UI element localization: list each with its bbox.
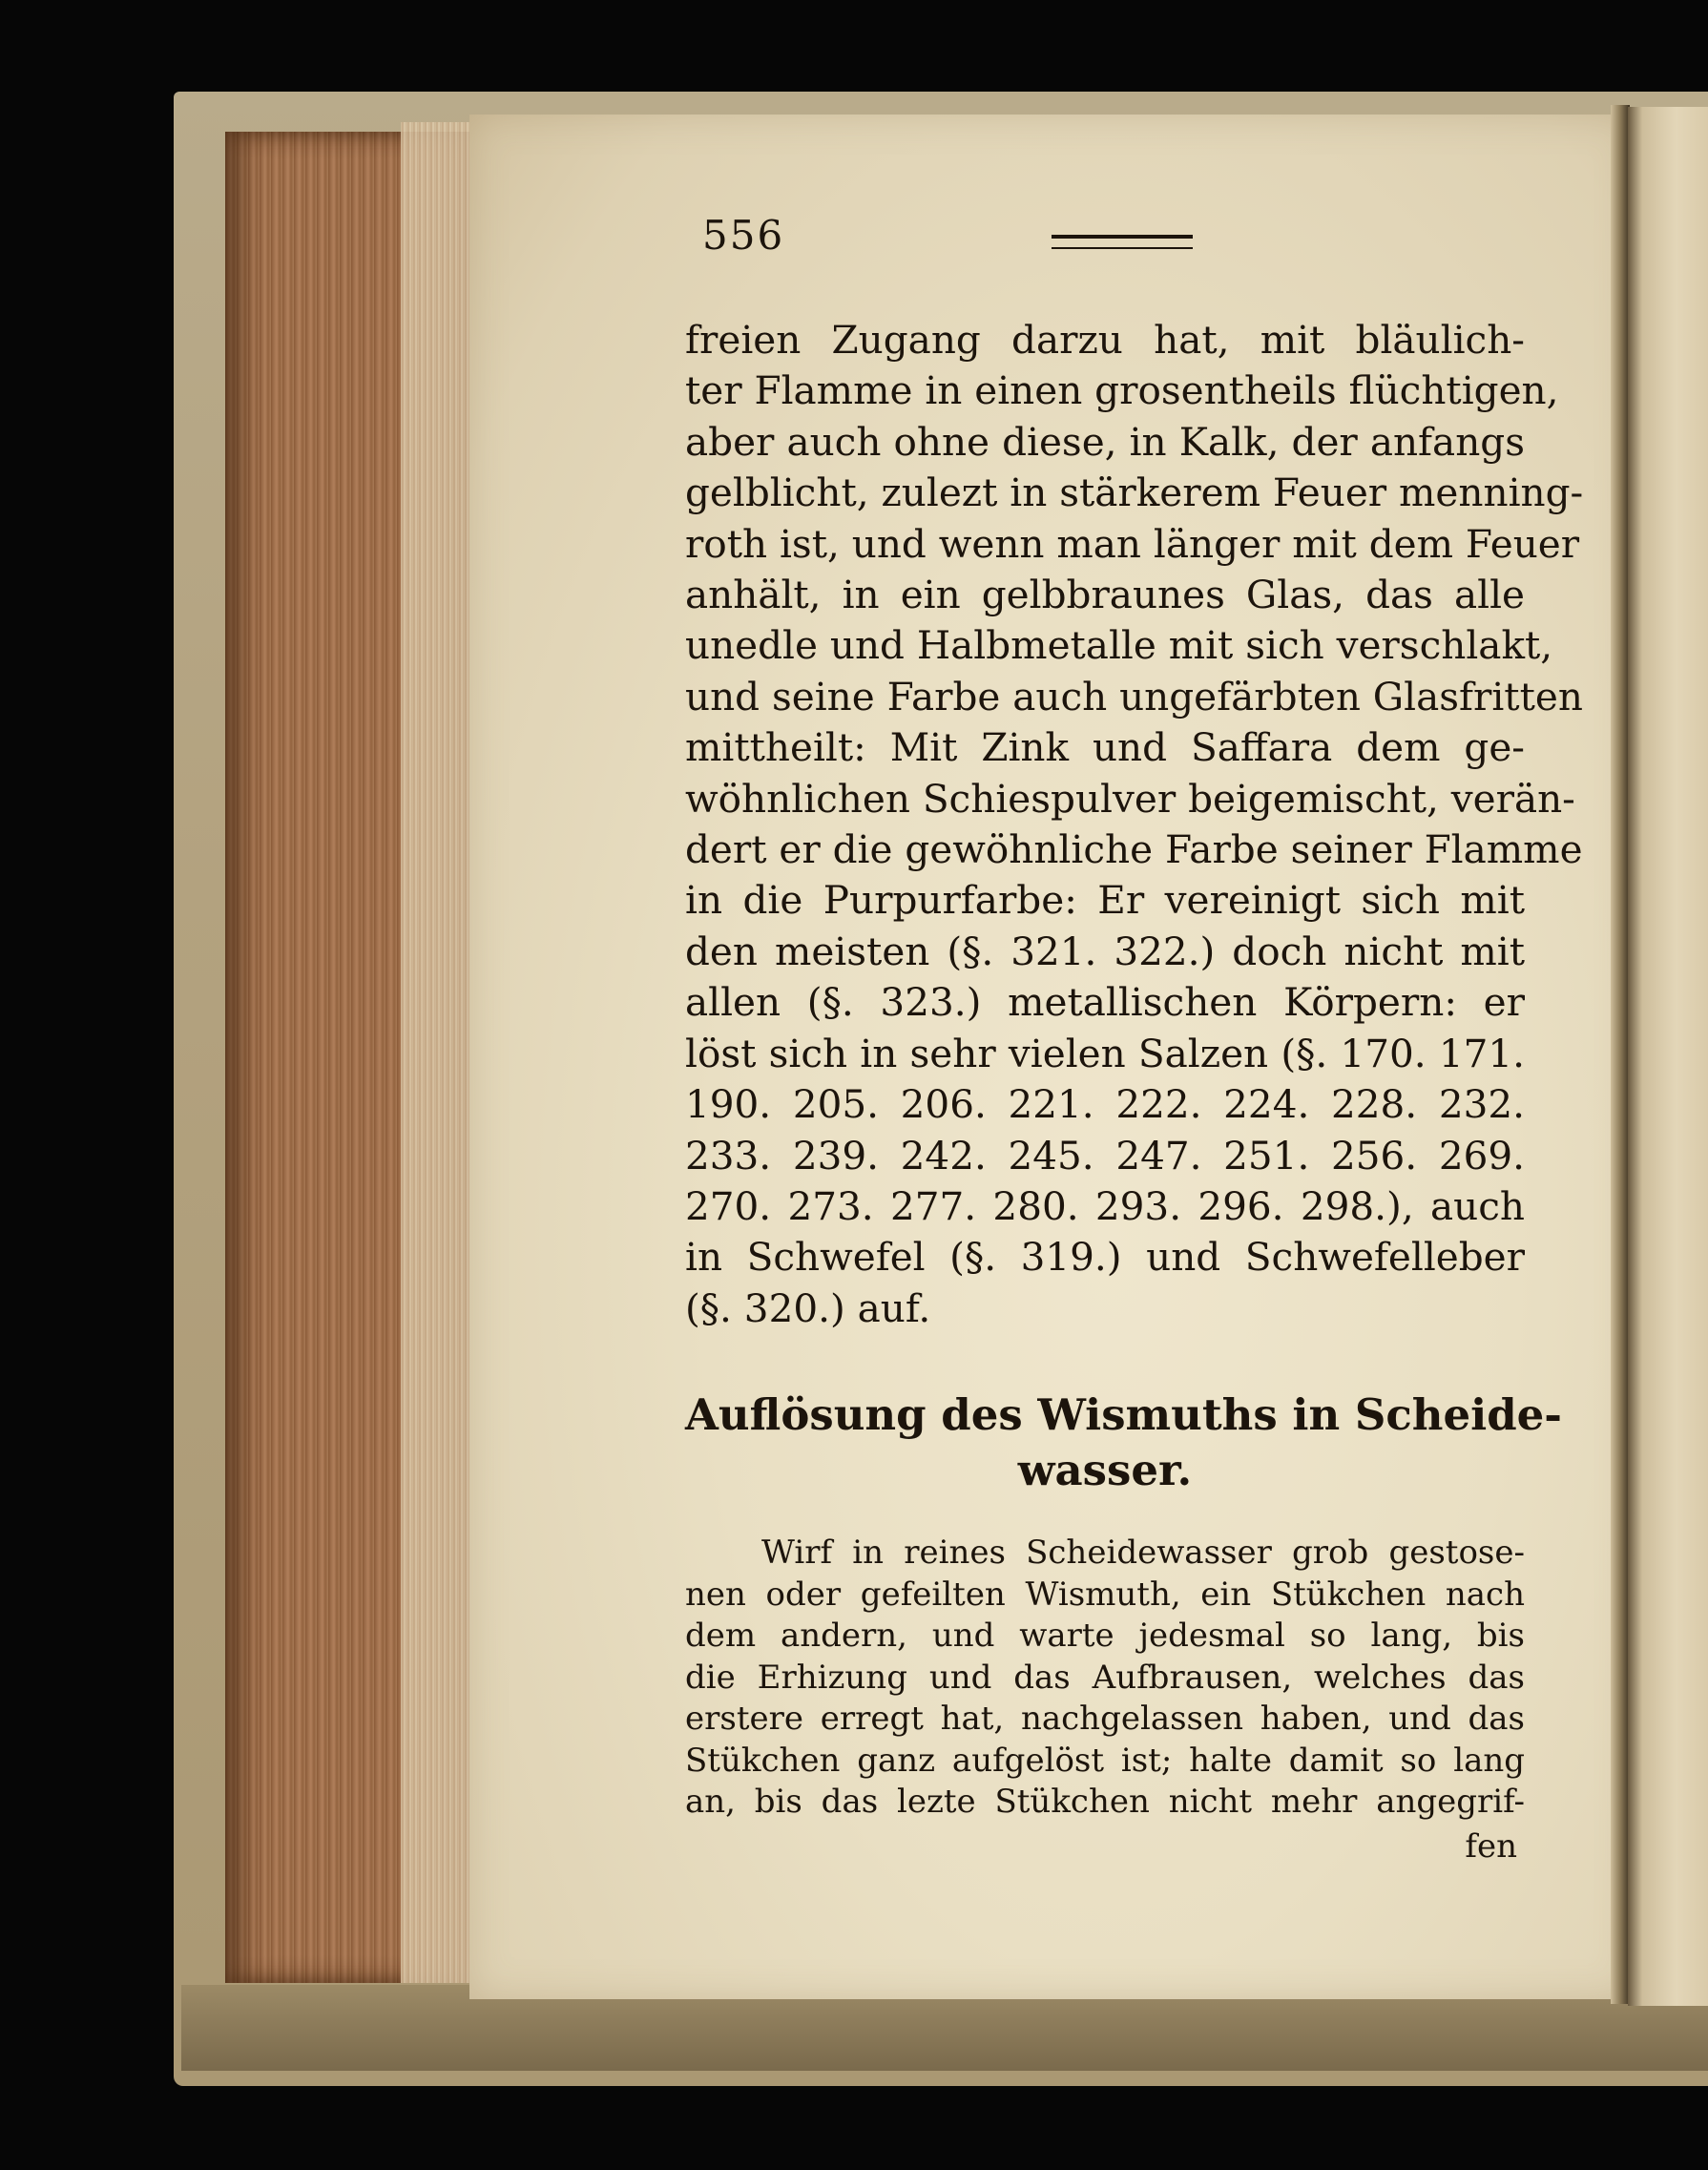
text-line: (§. 320.) auf.	[685, 1284, 931, 1331]
page-number: 556	[702, 212, 785, 259]
text-line: allen (§. 323.) metallischen Körpern: er	[685, 979, 1525, 1026]
text-line: die Erhizung und das Aufbrausen, welches das	[685, 1658, 1525, 1697]
paragraph-2	[685, 1533, 1525, 1824]
paragraph-1	[685, 315, 1584, 1334]
text-line: 270. 273. 277. 280. 293. 296. 298.), auch	[685, 1182, 1525, 1229]
text-line: 190. 205. 206. 221. 222. 224. 228. 232.	[685, 1081, 1525, 1128]
text-line: den meisten (§. 321. 322.) doch nicht mit	[685, 928, 1525, 974]
text-line: anhält, in ein gelbbraunes Glas, das alle	[685, 572, 1525, 618]
text-line: mittheilt: Mit Zink und Saffara dem ge-	[685, 724, 1525, 771]
text-line: löst sich in sehr vielen Salzen (§. 170. 171.	[685, 1030, 1525, 1076]
text-line: erstere erregt hat, nachgelassen haben, und das	[685, 1700, 1525, 1739]
heading-line: wasser.	[1017, 1445, 1193, 1496]
header-rule	[1052, 235, 1193, 249]
page-header	[685, 200, 1525, 286]
text-line: 233. 239. 242. 245. 247. 251. 256. 269.	[685, 1132, 1525, 1179]
text-line: roth ist, und wenn man länger mit dem Feuer	[685, 520, 1580, 567]
heading-line: Auflösung des Wismuths in Scheide-	[685, 1389, 1562, 1441]
text-line: wöhnlichen Schiespulver beigemischt, verän-	[685, 775, 1575, 822]
text-line: in die Purpurfarbe: Er vereinigt sich mit	[685, 877, 1525, 924]
section-heading	[685, 1388, 1562, 1498]
text-line: in Schwefel (§. 319.) und Schwefelleber	[685, 1234, 1525, 1281]
facing-page-edge	[1628, 107, 1708, 2006]
text-line: an, bis das lezte Stükchen nicht mehr angegrif-	[685, 1783, 1525, 1822]
text-line: freien Zugang darzu hat, mit bläulich-	[685, 317, 1525, 363]
text-line: Wirf in reines Scheidewasser grob gestose-	[761, 1534, 1525, 1573]
book-gutter	[1611, 105, 1630, 2004]
text-line: gelblicht, zulezt in stärkerem Feuer menning-	[685, 469, 1584, 516]
page-text	[685, 200, 1584, 1869]
text-line: Stükchen ganz aufgelöst ist; halte damit so lang	[685, 1741, 1525, 1780]
text-line: nen oder gefeilten Wismuth, ein Stükchen nach	[685, 1575, 1525, 1614]
text-line: dem andern, und warte jedesmal so lang, bis	[685, 1617, 1525, 1656]
catchword: fen	[1465, 1826, 1517, 1866]
text-line: unedle und Halbmetalle mit sich verschlakt,	[685, 622, 1553, 669]
page-fore-edge-inner	[401, 122, 477, 1983]
text-line: dert er die gewöhnliche Farbe seiner Flamme	[685, 826, 1583, 873]
text-line: und seine Farbe auch ungefärbten Glasfritten	[685, 673, 1583, 720]
text-line: ter Flamme in einen grosentheils flüchtigen,	[685, 367, 1559, 414]
text-line: aber auch ohne diese, in Kalk, der anfangs	[685, 418, 1525, 465]
